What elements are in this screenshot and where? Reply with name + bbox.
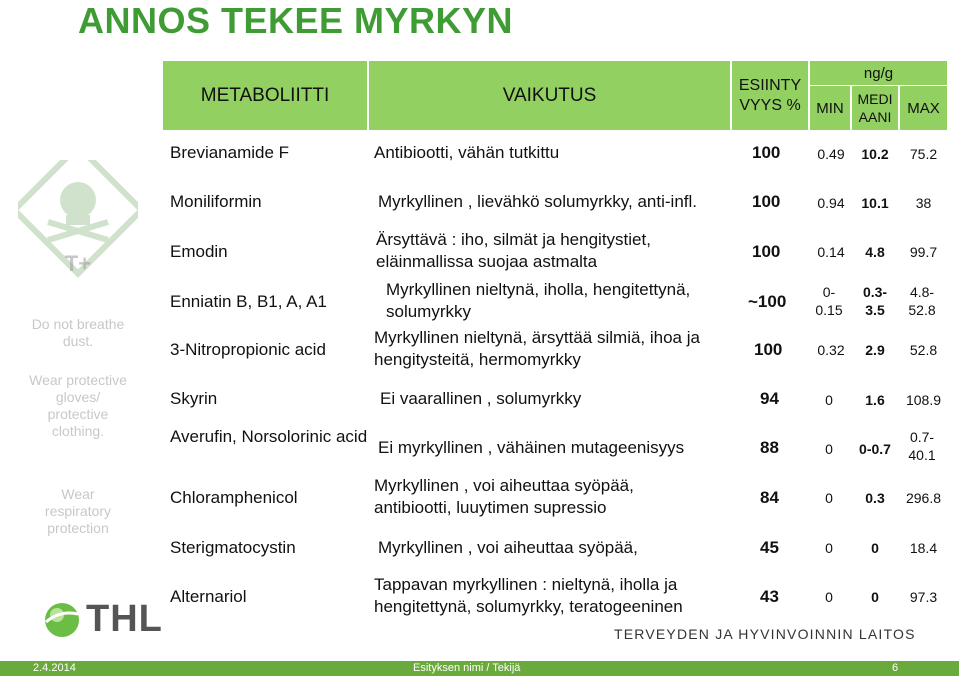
header-metabolite: METABOLIITTI [163,61,367,130]
max-value: 75.2 [909,146,938,162]
median-value: 0 [871,589,879,605]
max-value: 296.8 [905,490,942,506]
effect-text: Ei myrkyllinen , vähäinen mutageenisyys [378,438,685,457]
footer-bar [0,661,959,676]
max-value: 108.9 [905,392,942,408]
metabolite-name: Enniatin B, B1, A, A1 [170,292,327,311]
metabolite-name: Sterigmatocystin [170,538,296,557]
effect-text: Tappavan myrkyllinen : nieltynä, iholla ja hengitettynä, solumyrkky, teratogeeninen [374,575,683,616]
prevalence-value: 100 [752,143,781,162]
effect-text: Antibiootti, vähän tutkittu [374,143,560,162]
prevalence-value: 45 [760,538,779,557]
metabolite-name: Emodin [170,242,228,261]
min-value: 0.32 [817,342,845,358]
max-value: 97.3 [909,589,938,605]
median-value: 0.3- 3.5 [862,284,888,318]
prevalence-value: 84 [760,488,779,507]
min-value: 0.94 [817,195,845,211]
prevalence-value: 100 [752,192,781,211]
effect-text: Ei vaarallinen , solumyrkky [380,389,582,408]
thl-logo-icon [40,600,82,640]
header-effect: VAIKUTUS [369,61,730,130]
min-value: 0.14 [817,244,845,260]
header-median: MEDI AANI [852,86,898,130]
logo-tagline: TERVEYDEN JA HYVINVOINNIN LAITOS [614,626,916,642]
median-value: 0.3 [865,490,885,506]
median-value: 0-0.7 [859,441,891,457]
metabolite-name: Skyrin [170,389,218,408]
header-max: MAX [900,86,947,130]
prevalence-value: 94 [760,389,779,408]
max-value: 18.4 [909,540,938,556]
effect-text: Myrkyllinen , lievähkö solumyrkky, anti-infl. [378,192,697,211]
effect-text: Myrkyllinen nieltynä, iholla, hengitettynä, solumyrkky [386,280,691,321]
header-min: MIN [810,86,850,130]
footer-date: 2.4.2014 [33,662,76,674]
max-value: 38 [915,195,932,211]
effect-text: Ärsyttävä : iho, silmät ja hengitystiet, eläinmallissa suojaa astmalta [376,230,651,271]
metabolite-name: Alternariol [170,587,247,606]
header-ng-per-g: ng/g [810,61,947,85]
min-value: 0 [825,441,833,457]
prevalence-value: 88 [760,438,779,457]
prevalence-value: 100 [754,340,783,359]
min-value: 0.49 [817,146,845,162]
median-value: 2.9 [865,342,885,358]
max-value: 4.8- 52.8 [908,284,936,318]
max-value: 99.7 [909,244,938,260]
min-value: 0 [825,490,833,506]
min-value: 0 [825,540,833,556]
metabolite-name: Moniliformin [170,192,262,211]
min-value: 0- 0.15 [815,284,843,318]
metabolite-name: Chloramphenicol [170,488,298,507]
median-value: 4.8 [865,244,885,260]
prevalence-value: 43 [760,587,779,606]
metabolite-name: Averufin, Norsolorinic acid [170,427,368,446]
median-value: 0 [871,540,879,556]
effect-text: Myrkyllinen , voi aiheuttaa syöpää, antibiootti, luuytimen supressio [374,476,634,517]
page-title: ANNOS TEKEE MYRKYN [78,0,514,41]
warning-text: Do not breathe dust. [31,316,125,349]
metabolite-name: 3-Nitropropionic acid [170,340,326,359]
min-value: 0 [825,392,833,408]
median-value: 1.6 [865,392,885,408]
effect-text: Myrkyllinen , voi aiheuttaa syöpää, [378,538,638,557]
logo-text: THL [86,598,163,640]
max-value: 52.8 [909,342,938,358]
footer-presenter: Esityksen nimi / Tekijä [413,662,521,674]
warning-text: Wear respiratory protection [44,486,112,536]
page-number: 6 [892,662,899,674]
warning-text: Wear protective gloves/ protective clothing. [29,372,127,439]
max-value: 0.7- 40.1 [908,429,936,463]
prevalence-value: ~100 [748,292,787,311]
median-value: 10.1 [861,195,889,211]
prevalence-value: 100 [752,242,781,261]
effect-text: Myrkyllinen nieltynä, ärsyttää silmiä, ihoa ja hengitysteitä, hermomyrkky [374,328,700,369]
median-value: 10.2 [861,146,889,162]
min-value: 0 [825,589,833,605]
hazard-symbol: T+ [64,251,92,276]
metabolite-name: Brevianamide F [170,143,290,162]
header-prevalence: ESIINTY VYYS % [732,61,808,130]
